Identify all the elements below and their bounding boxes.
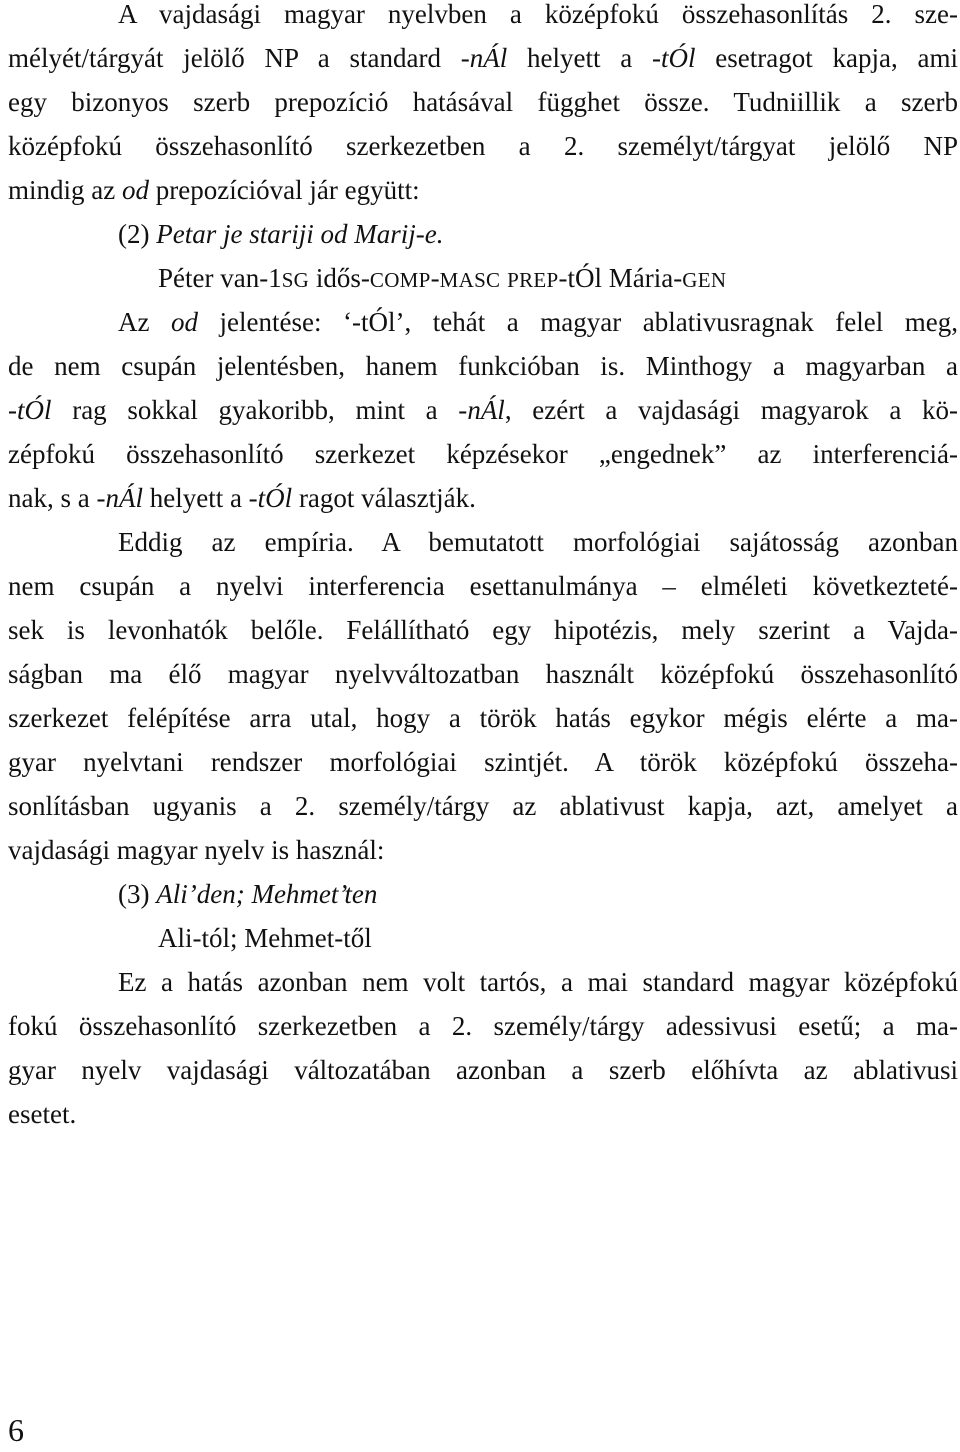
example-3-gloss: Ali-tól; Mehmet-től [158,923,372,953]
text-line-15: sek is levonhatók belőle. Felállítható egy hipotézis, mely szerint a Vajda- [8,615,958,645]
example-3-source: (3) Ali’den; Mehmet’ten [118,879,378,909]
text-line-2: mélyét/tárgyát jelölő NP a standard -nÁl helyett a -tÓl esetragot kapja, ami [8,43,958,73]
page-number: 6 [8,1412,24,1448]
text-line-17: szerkezet felépítése arra utal, hogy a török hatás egykor mégis elérte a ma- [8,703,958,733]
text-line-11: zépfokú összehasonlító szerkezet képzésekor „engednek” az interferenciá- [8,439,958,469]
example-2-source: (2) Petar je stariji od Marij-e. [118,219,444,249]
example-2-gloss: Péter van-1SG idős-COMP-MASC PREP-tÓl Mária-GEN [158,263,727,293]
text-line-10: -tÓl rag sokkal gyakoribb, mint a -nÁl, ezért a vajdasági magyarok a kö- [8,395,958,425]
text-line-14: nem csupán a nyelvi interferencia esettanulmánya – elméleti következteté- [8,571,958,601]
text-line-5: mindig az od prepozícióval jár együtt: [8,175,420,205]
text-line-4: középfokú összehasonlító szerkezetben a 2. személyt/tárgyat jelölő NP [8,131,958,161]
text-line-19: sonlításban ugyanis a 2. személy/tárgy az ablativust kapja, azt, amelyet a [8,791,958,821]
text-line-20: vajdasági magyar nyelv is használ: [8,835,385,865]
text-line-9: de nem csupán jelentésben, hanem funkcióban is. Minthogy a magyarban a [8,351,958,381]
text-line-23: Ez a hatás azonban nem volt tartós, a mai standard magyar középfokú [118,967,958,997]
text-line-12: nak, s a -nÁl helyett a -tÓl ragot választják. [8,483,476,513]
text-line-16: ságban ma élő magyar nyelvváltozatban használt középfokú összehasonlító [8,659,958,689]
text-line-18: gyar nyelvtani rendszer morfológiai szintjét. A török középfokú összeha- [8,747,958,777]
text-line-26: esetet. [8,1099,77,1129]
text-line-8: Az od jelentése: ‘-tÓl’, tehát a magyar ablativusragnak felel meg, [118,307,958,337]
text-line-13: Eddig az empíria. A bemutatott morfológiai sajátosság azonban [118,527,958,557]
text-line-3: egy bizonyos szerb prepozíció hatásával függhet össze. Tudniillik a szerb [8,87,958,117]
text-line-24: fokú összehasonlító szerkezetben a 2. személy/tárgy adessivusi esetű; a ma- [8,1011,958,1041]
text-line-25: gyar nyelv vajdasági változatában azonban a szerb előhívta az ablativusi [8,1055,958,1085]
text-line-1: A vajdasági magyar nyelvben a középfokú összehasonlítás 2. sze- [118,0,958,29]
